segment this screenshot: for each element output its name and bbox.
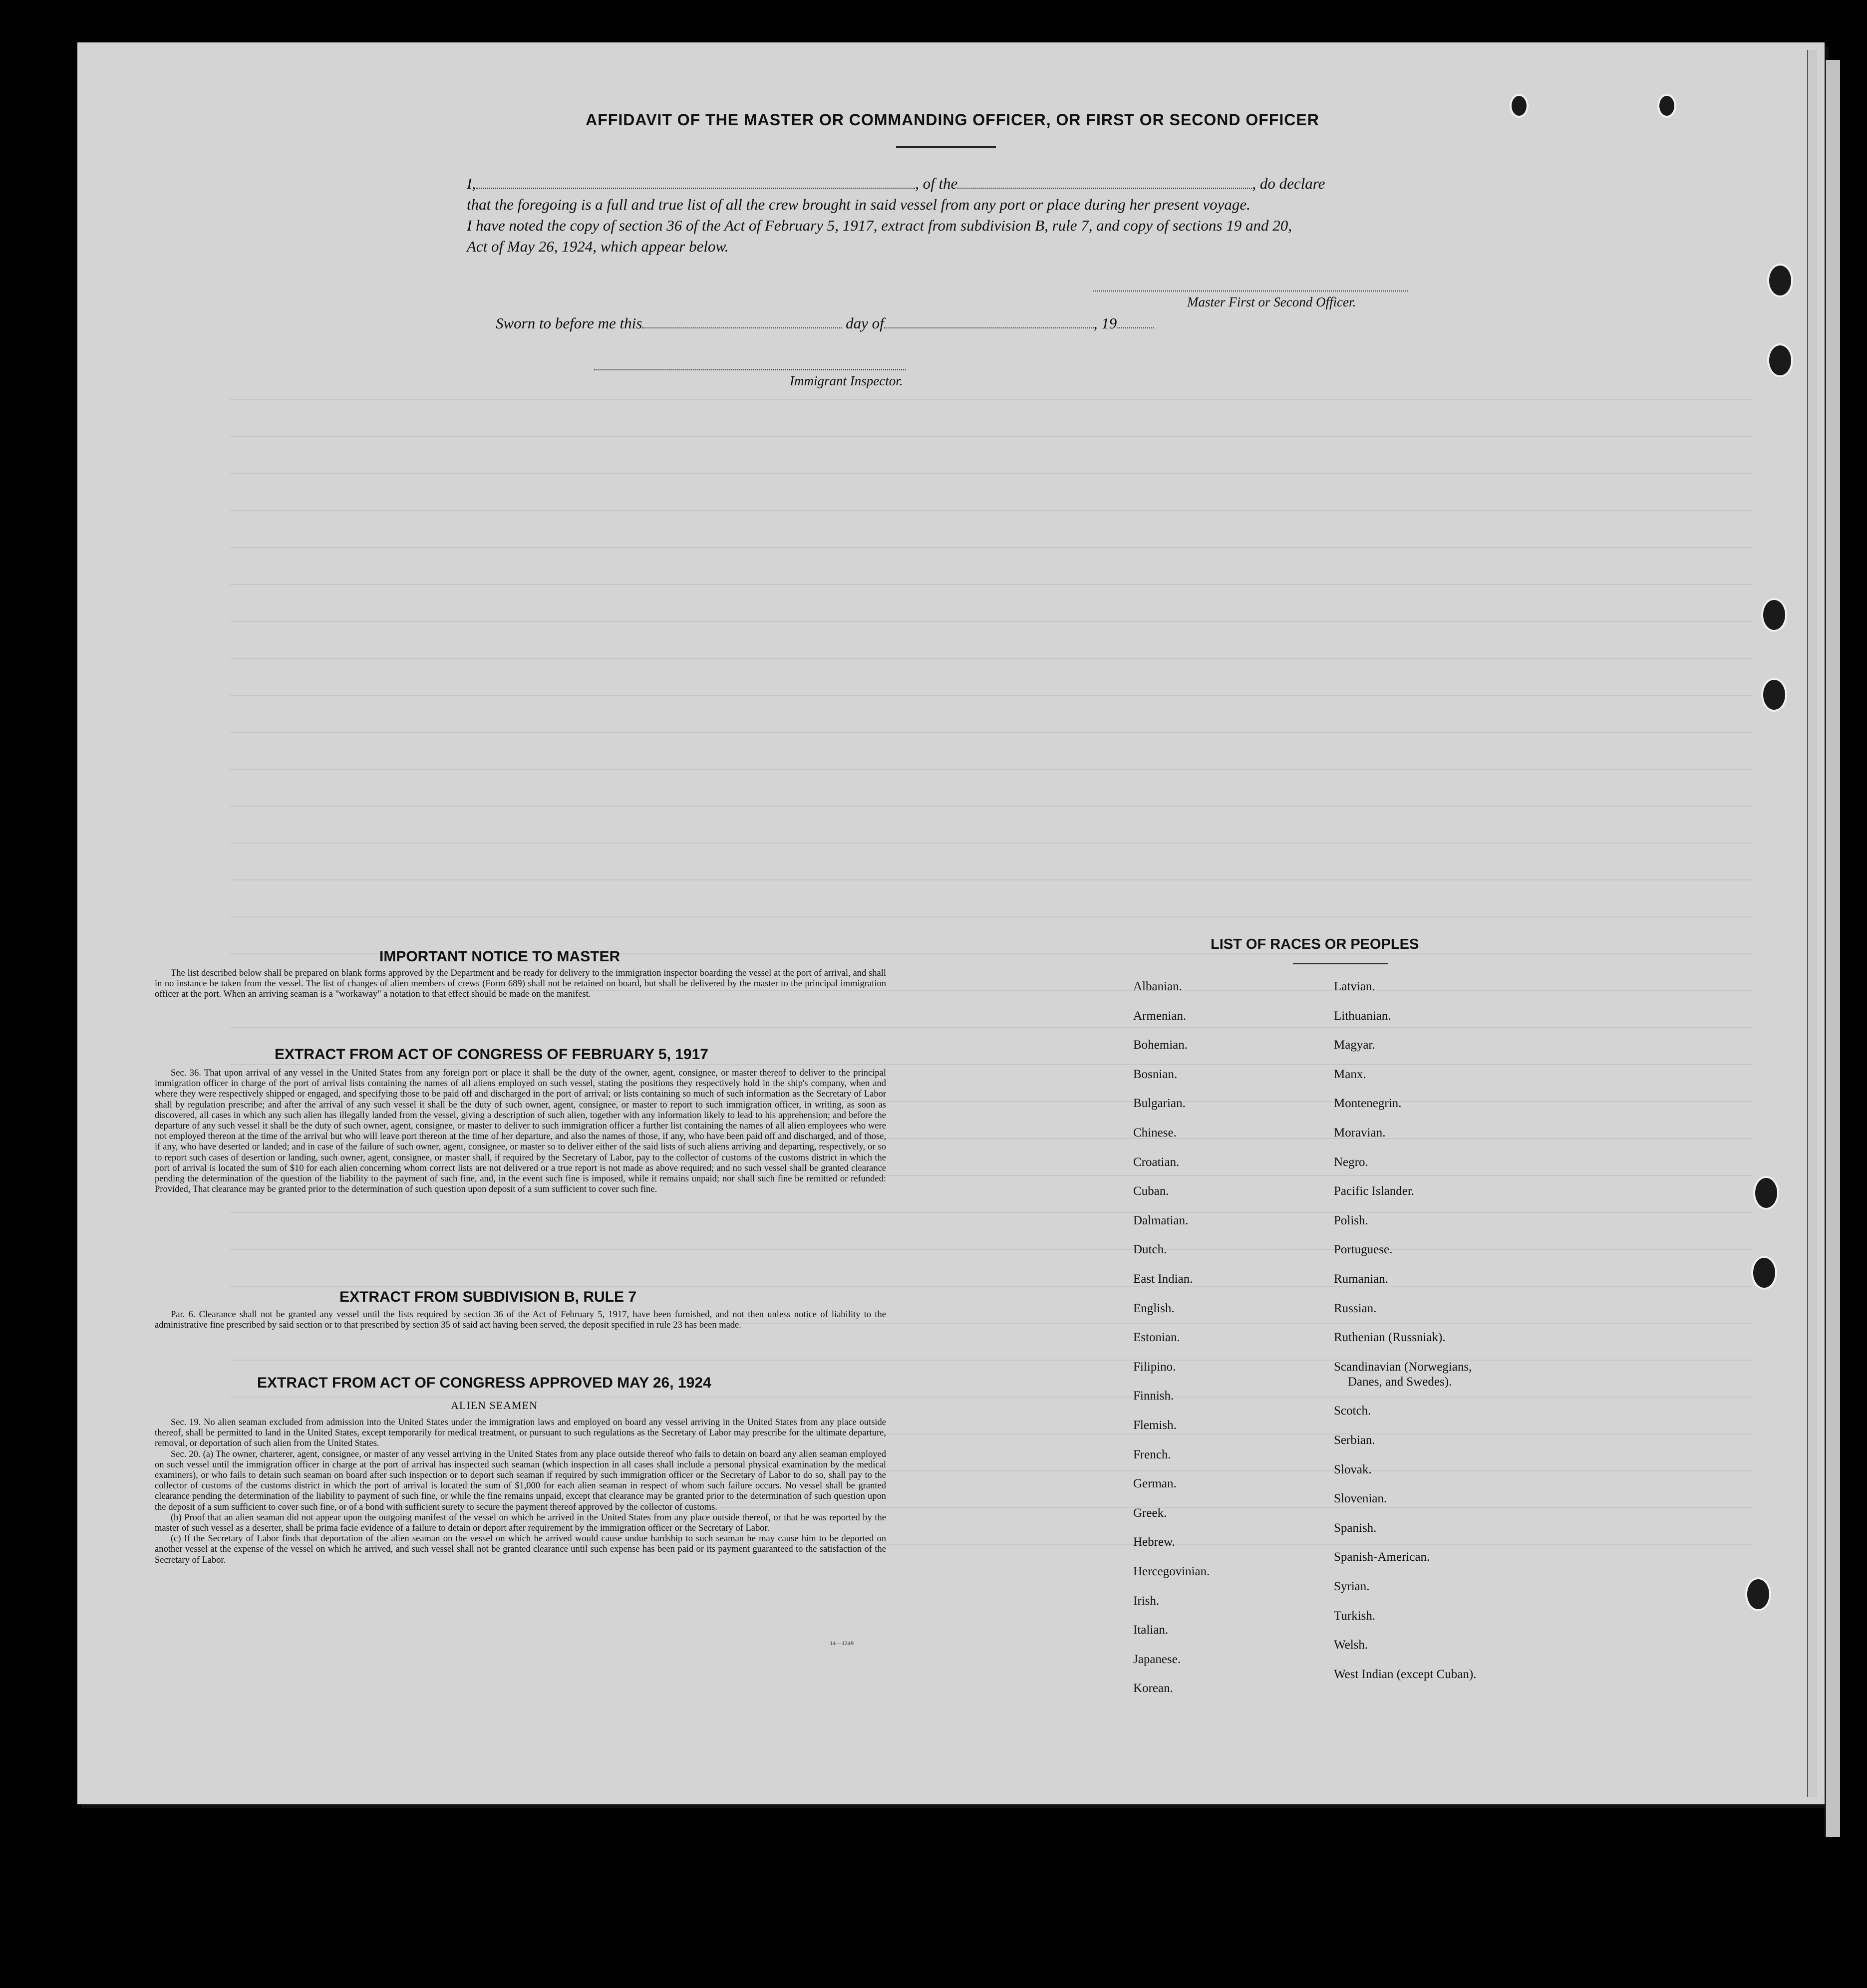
race-item: Cuban. [1133, 1184, 1169, 1198]
extract-1917-title: EXTRACT FROM ACT OF CONGRESS OF FEBRUARY 5, 1917 [275, 1046, 708, 1063]
title-underline [896, 146, 996, 148]
race-item: Albanian. [1133, 980, 1182, 993]
race-item: English. [1133, 1302, 1175, 1315]
race-item: Scotch. [1334, 1404, 1371, 1418]
race-item: Filipino. [1133, 1360, 1176, 1374]
bleed-through-rule [230, 1397, 1752, 1398]
race-item: Bulgarian. [1133, 1097, 1186, 1110]
bleed-through-rule [230, 473, 1752, 474]
binder-hole-icon [1510, 94, 1529, 118]
master-signature-line [1093, 290, 1408, 291]
section-20b-paragraph: (b) Proof that an alien seaman did not appear upon the outgoing manifest of the vessel on which he arrived in the United States from any place outside thereof, or that he was reported by the master of such vessel as a deserter, shall be prima facie evidence of a failure to detain or deport after requirement by the immigration officer or the Secretary of Labor. [155, 1512, 886, 1534]
affidavit-line-1-end: , do declare [1252, 175, 1325, 192]
binder-hole-icon [1657, 94, 1676, 118]
bleed-through-rule [230, 399, 1752, 400]
bleed-through-rule [230, 547, 1752, 548]
affidavit-line-1 [467, 175, 1325, 193]
form-number: 14—1249 [830, 1640, 854, 1647]
bleed-through-rule [230, 806, 1752, 807]
page-edge [1807, 50, 1817, 1797]
race-item: Armenian. [1133, 1009, 1187, 1023]
bleed-through-rule [230, 621, 1752, 622]
bleed-through-rule [230, 510, 1752, 511]
race-item: Polish. [1334, 1214, 1368, 1227]
race-item: Portuguese. [1334, 1243, 1393, 1256]
binder-hole-icon [1745, 1577, 1771, 1611]
section-20c-paragraph: (c) If the Secretary of Labor finds that deportation of the alien seaman on the vessel on which he arrived would cause undue hardship to such seaman he may cause him to be deported on another vessel at the expense of the vessel on which he arrived, and such vessel shall not be granted clearance until such expense has been paid or its payment guaranteed to the satisfaction of the Secretary of Labor. [155, 1534, 886, 1565]
race-item: Slovak. [1334, 1463, 1372, 1476]
year-blank [1117, 314, 1154, 328]
race-item: French. [1133, 1448, 1171, 1461]
race-item: Rumanian. [1334, 1272, 1389, 1286]
binder-hole-icon [1751, 1256, 1777, 1290]
bleed-through-rule [230, 695, 1752, 696]
bleed-through-rule [230, 1027, 1752, 1028]
rule-7-title: EXTRACT FROM SUBDIVISION B, RULE 7 [339, 1289, 637, 1305]
bleed-through-rule [230, 916, 1752, 917]
race-item: Chinese. [1133, 1126, 1177, 1139]
affidavit-line-4: Act of May 26, 1924, which appear below. [467, 238, 729, 255]
race-item: Hercegovinian. [1133, 1565, 1210, 1578]
race-item: Turkish. [1334, 1609, 1376, 1623]
races-title: LIST OF RACES OR PEOPLES [1211, 936, 1419, 952]
affidavit-line-3: I have noted the copy of section 36 of the Act of February 5, 1917, extract from subdivision B, rule 7, and copy of sections 19 and 20, [467, 217, 1292, 234]
extract-1917-text [155, 1068, 886, 1195]
binder-hole-icon [1753, 1176, 1779, 1210]
race-item: Pacific Islander. [1334, 1184, 1415, 1198]
bleed-through-rule [230, 1212, 1752, 1213]
bleed-through-rule [230, 436, 1752, 437]
race-item: West Indian (except Cuban). [1334, 1668, 1477, 1681]
race-item: Bosnian. [1133, 1068, 1178, 1081]
race-item: Flemish. [1133, 1419, 1177, 1432]
sworn-start: Sworn to before me this [496, 314, 642, 332]
race-item: Negro. [1334, 1155, 1368, 1169]
bleed-through-rule [230, 879, 1752, 880]
extract-1924-title: EXTRACT FROM ACT OF CONGRESS APPROVED MAY 26, 1924 [257, 1375, 711, 1391]
race-item: Scandinavian (Norwegians, [1334, 1360, 1472, 1374]
race-item: Korean. [1133, 1682, 1173, 1695]
race-item: Dalmatian. [1133, 1214, 1189, 1227]
race-item: Spanish. [1334, 1521, 1377, 1535]
notice-title: IMPORTANT NOTICE TO MASTER [379, 948, 621, 965]
race-item: Japanese. [1133, 1653, 1181, 1666]
race-item: Montenegrin. [1334, 1097, 1402, 1110]
race-item: Russian. [1334, 1302, 1377, 1315]
extract-1924-text [155, 1418, 886, 1566]
affidavit-line-1-start: I, [467, 175, 476, 192]
bleed-through-rule [230, 1064, 1752, 1065]
binder-hole-icon [1761, 598, 1787, 632]
sworn-year: , 19 [1093, 314, 1117, 332]
bleed-through-rule [230, 732, 1752, 733]
race-item: Finnish. [1133, 1389, 1174, 1403]
bleed-through-rule [230, 658, 1752, 659]
race-item: Hebrew. [1133, 1535, 1175, 1549]
race-item: Spanish-American. [1334, 1550, 1430, 1564]
inspector-caption: Immigrant Inspector. [790, 373, 903, 388]
race-item: Dutch. [1133, 1243, 1167, 1256]
binder-hole-icon [1761, 678, 1787, 712]
section-20a-paragraph: Sec. 20. (a) The owner, charterer, agent, consignee, or master of any vessel arriving in the United States from any place outside thereof who fails to detain on board any alien seaman employed on such vessel until the immigration officer in charge at the port of arrival has inspected such seaman (which inspection in all cases shall include a personal physical examination by the medical examiners), or who fails to detain such seaman on board after such inspection or to deport such seaman if required by such immigration officer or the Secretary of Labor to do so, shall pay to the collector of customs of the customs district in which the port of arrival is located the sum of $1,000 for each alien seaman in respect of whom such failure occurs. No vessel shall be granted clearance pending the determination of the liability to payment of such fine, or while the fine remains unpaid, except that clearance may be granted prior to the determination of such question upon the deposit of a sum sufficient to cover such fine, or of a bond with sufficient surety to secure the payment thereof approved by the collector of customs. [155, 1449, 886, 1512]
inspector-signature-line [594, 369, 906, 370]
affidavit-line-2: that the foregoing is a full and true list of all the crew brought in said vessel from any port or place during her present voyage. [467, 196, 1250, 213]
race-item: Irish. [1133, 1594, 1160, 1608]
race-item: Italian. [1133, 1623, 1169, 1637]
affidavit-title: AFFIDAVIT OF THE MASTER OR COMMANDING OFFICER, OR FIRST OR SECOND OFFICER [586, 111, 1319, 129]
affidavit-line-1-mid: , of the [915, 175, 958, 192]
sworn-line [496, 314, 1154, 332]
race-item: German. [1133, 1477, 1177, 1490]
race-item: Welsh. [1334, 1638, 1368, 1652]
bleed-through-rule [230, 1286, 1752, 1287]
bleed-through-rule [230, 584, 1752, 585]
race-item: Greek. [1133, 1506, 1167, 1520]
section-19-paragraph: Sec. 19. No alien seaman excluded from admission into the United States under the immigration laws and employed on board any vessel arriving in the United States from any place outside thereof, shall be permitted to land in the United States, except temporarily for medical treatment, or pursuant to such regulations as the Secretary of Labor may prescribe for the ultimate departure, removal, or deportation of such alien from the United States. [155, 1418, 886, 1449]
race-item: Lithuanian. [1334, 1009, 1391, 1023]
races-title-underline [1293, 963, 1388, 964]
bleed-through-rule [230, 843, 1752, 844]
race-item: Latvian. [1334, 980, 1375, 993]
race-item: Danes, and Swedes). [1348, 1375, 1452, 1389]
race-item: Croatian. [1133, 1155, 1180, 1169]
day-blank [642, 314, 842, 328]
notice-text [155, 968, 886, 1000]
page-edge [1825, 60, 1840, 1837]
bleed-through-rule [230, 1360, 1752, 1361]
race-item: East Indian. [1133, 1272, 1193, 1286]
name-blank [476, 175, 915, 189]
race-item: Moravian. [1334, 1126, 1386, 1139]
alien-seamen-subtitle: ALIEN SEAMEN [451, 1399, 538, 1412]
race-item: Bohemian. [1133, 1038, 1188, 1052]
race-item: Estonian. [1133, 1331, 1180, 1344]
race-item: Serbian. [1334, 1433, 1375, 1447]
month-blank [884, 314, 1094, 328]
bleed-through-rule [230, 1249, 1752, 1250]
race-item: Syrian. [1334, 1580, 1370, 1593]
master-caption: Master First or Second Officer. [1187, 294, 1356, 309]
race-item: Manx. [1334, 1068, 1366, 1081]
notice-paragraph: The list described below shall be prepared on blank forms approved by the Department and be ready for delivery to the immigration inspector boarding the vessel at the port of arrival, and shall in no instance be taken from the vessel. The list of changes of alien members of crews (Form 689) shall not be retained on board, but shall be delivered by the master to the principal immigration officer at the port. When an arriving seaman is a "workaway" a notation to that effect should be made on the manifest. [155, 968, 886, 1000]
sworn-day: day of [846, 314, 884, 332]
vessel-blank [957, 175, 1252, 189]
binder-hole-icon [1767, 264, 1793, 297]
section-36-paragraph: Sec. 36. That upon arrival of any vessel in the United States from any foreign port or place it shall be the duty of the owner, agent, consignee, or master thereof to deliver to the principal immigration officer in charge of the port of arrival lists containing the names of all aliens employed on such vessel, stating the positions they respectively hold in the ship's company, when and where they were respectively shipped or engaged, and specifying those to be paid off and discharged in the port of arrival; or lists containing so much of such information as the Secretary of Labor shall by regulation prescribe; and after the arrival of any such vessel it shall be the duty of such owner, agent, consignee, or master to report to such immigration officer, in writing, as soon as discovered, all cases in which any such alien has illegally landed from the vessel, giving a description of such alien, together with any information likely to lead to his apprehension; and before the departure of any such vessel it shall be the duty of such owner, agent, consignee, or master to deliver to such immigration officer a further list containing the names of all alien employees who were not employed thereon at the time of the arrival but who will leave port thereon at the time of her departure, and also the names of those, if any, who have been paid off and discharged, and of those, if any, who have deserted or landed; and in case of the failure of such owner, agent, consignee, or master so to deliver either of the said lists of such aliens arriving and departing, respectively, or so to report such cases of desertion or landing, such owner, agent, consignee, or master shall, if required by the Secretary of Labor, pay to the collector of customs of the customs district in which the port of arrival is located the sum of $10 for each alien concerning whom correct lists are not delivered or a true report is not made as above required; and no such vessel shall be granted clearance pending the determination of the question of the liability to the payment of such fine, and, in the event such fine is imposed, while it remains unpaid; nor shall such fine be remitted or refunded: Provided, That clearance may be granted prior to the determination of such question upon deposit of a sum sufficient to cover such fine. [155, 1068, 886, 1195]
race-item: Magyar. [1334, 1038, 1375, 1052]
binder-hole-icon [1767, 343, 1793, 377]
race-item: Ruthenian (Russniak). [1334, 1331, 1446, 1344]
rule-7-text [155, 1310, 886, 1331]
bleed-through-rule [230, 769, 1752, 770]
race-item: Slovenian. [1334, 1492, 1387, 1505]
rule-7-paragraph: Par. 6. Clearance shall not be granted any vessel until the lists required by section 36 of the Act of February 5, 1917, have been furnished, and not then unless notice of liability to the administrative fine prescribed by said section or to that prescribed by section 35 of said act having been served, the deposit specified in rule 23 has been made. [155, 1310, 886, 1331]
